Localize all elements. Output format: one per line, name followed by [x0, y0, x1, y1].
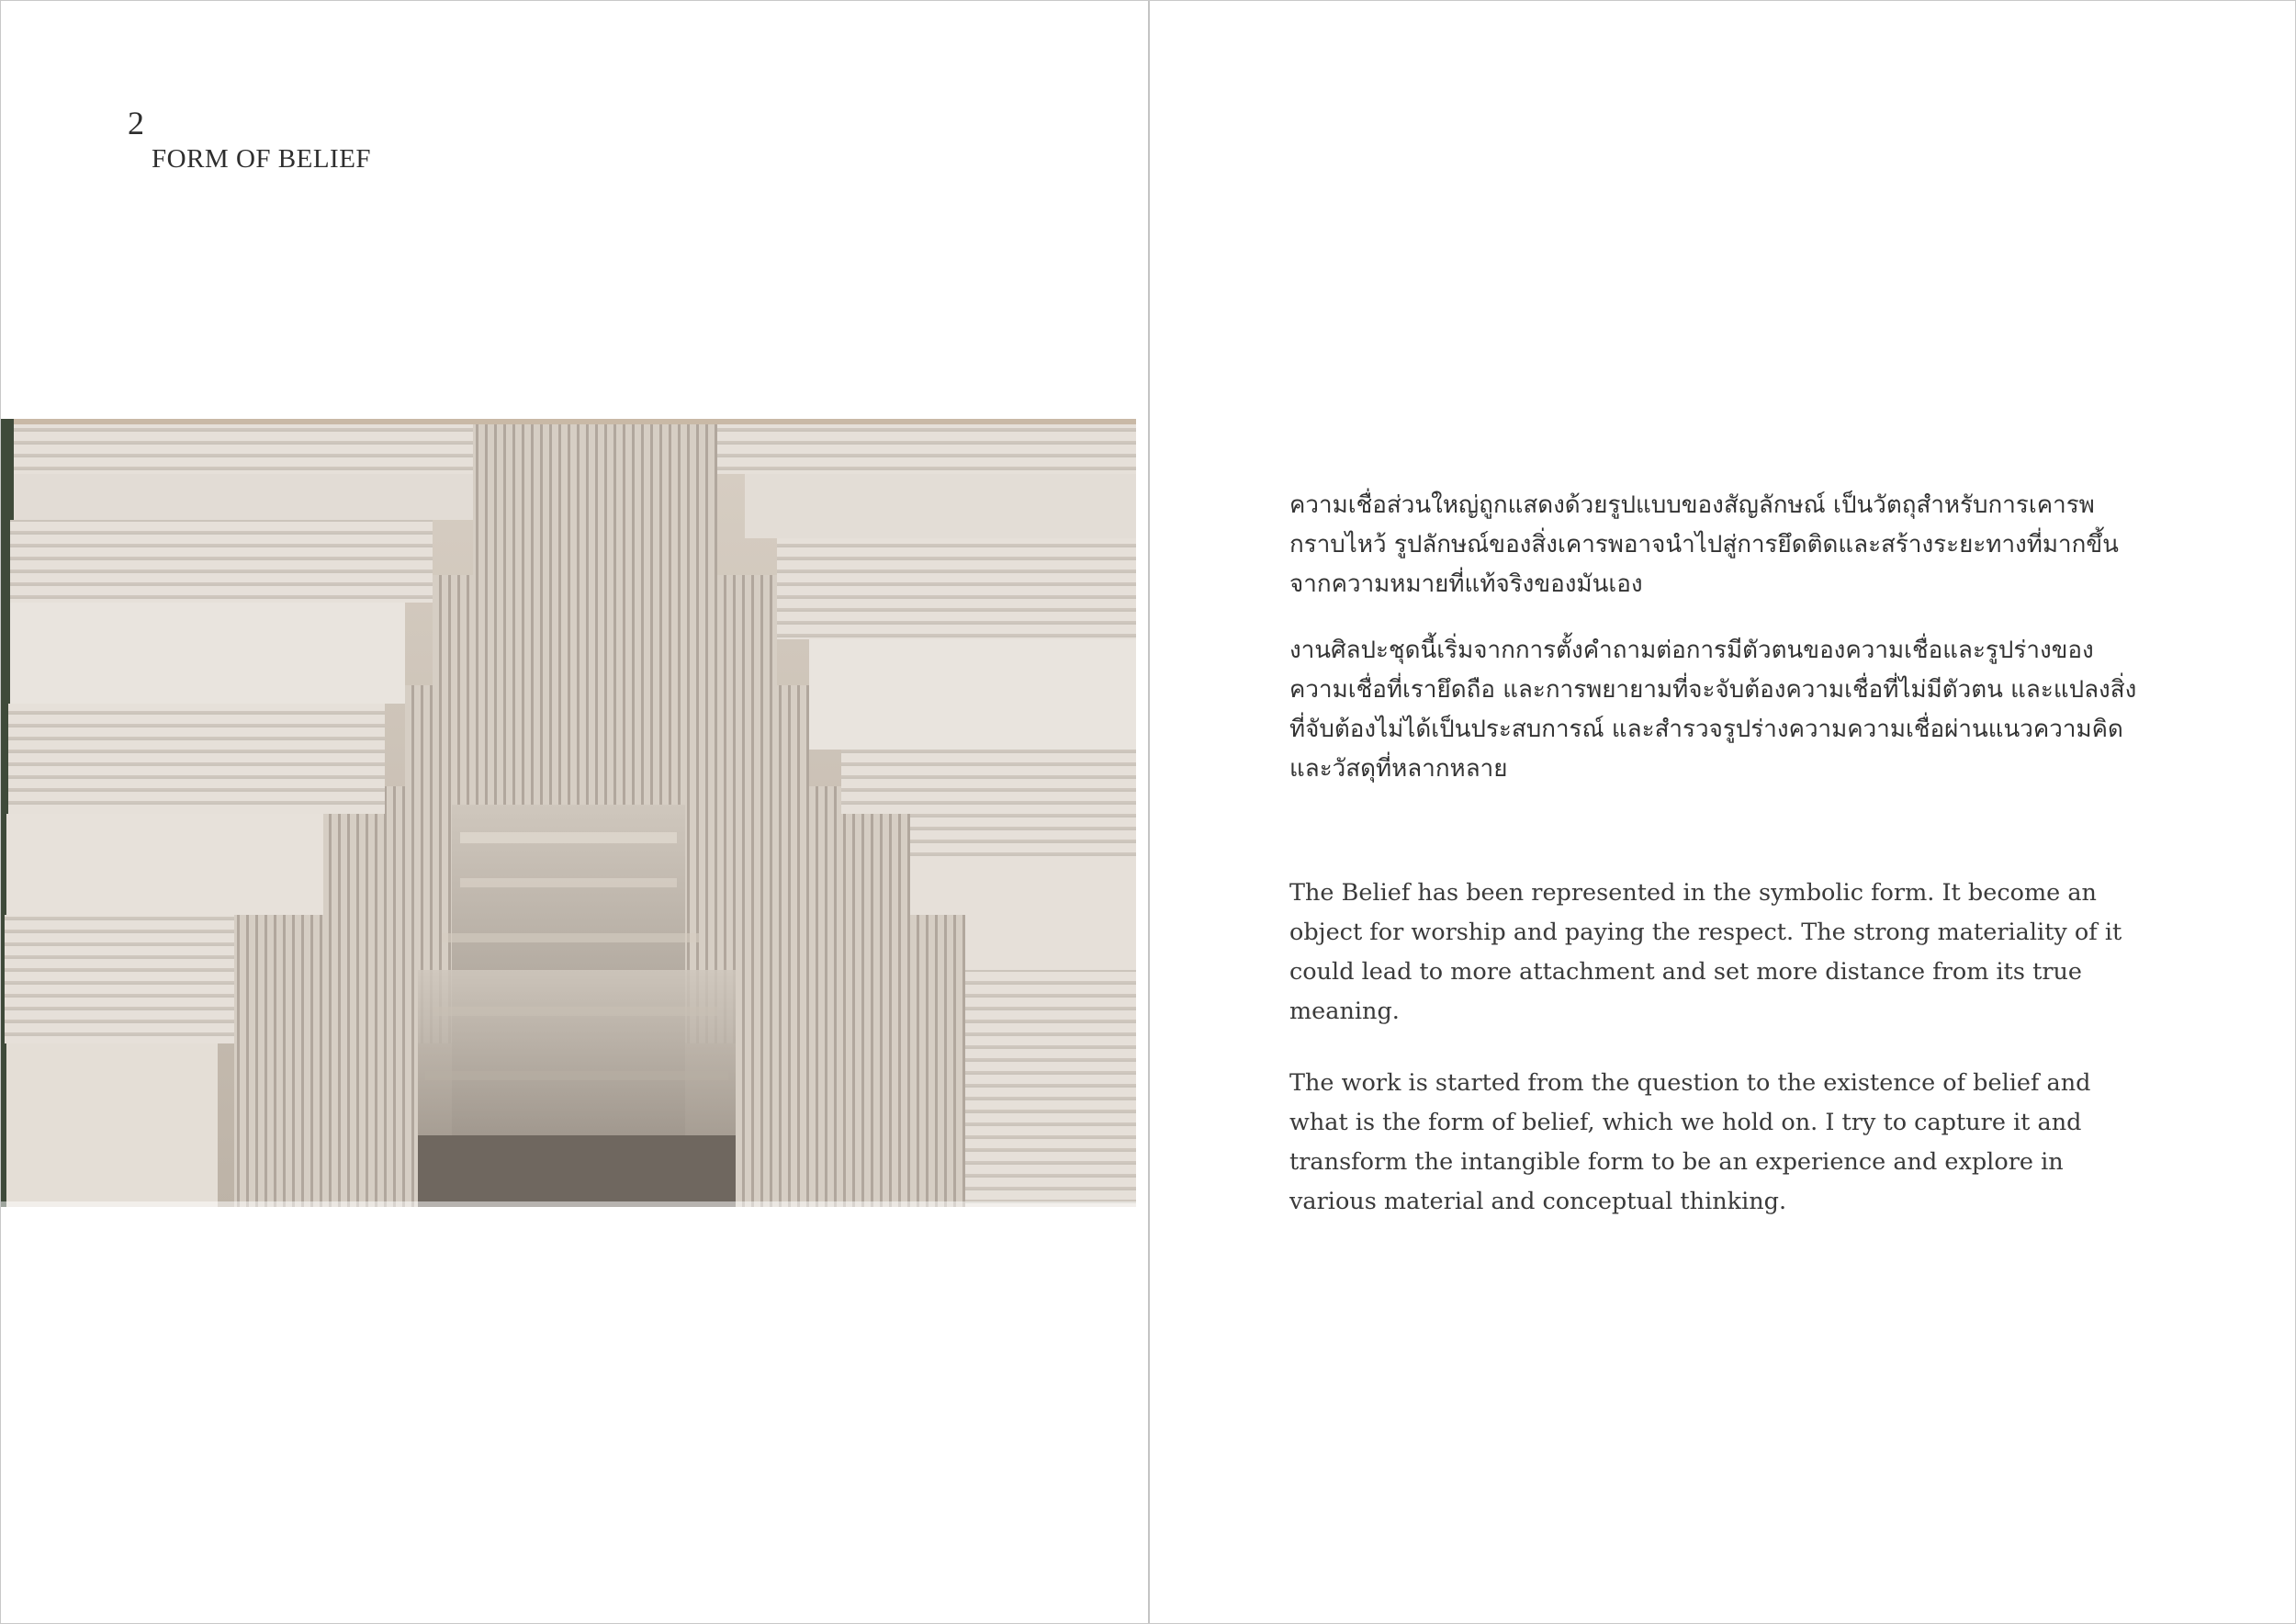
english-paragraph-1: The Belief has been represented in the symbolic form. It become an object for worship and paying the respect. The strong materiality of it could lead to more attachment and set more distance from its true meaning.	[1289, 879, 2122, 1025]
page-gutter-divider	[1148, 1, 1150, 1623]
section-title: FORM OF BELIEF	[152, 144, 372, 174]
thai-text-block	[1289, 486, 2148, 816]
page-number: 2	[128, 105, 144, 141]
stacked-paper-sculpture-image	[1, 419, 1136, 1207]
english-text-block	[1289, 874, 2148, 1254]
artwork-photo	[1, 419, 1136, 1207]
english-paragraph-2: The work is started from the question to the existence of belief and what is the form of belief, which we hold on. I try to capture it and transform the intangible form to be an experience and explore in various material and conceptual thinking.	[1289, 1069, 2091, 1215]
thai-paragraph-1: ความเชื่อส่วนใหญ่ถูกแสดงด้วยรูปแบบของสัญลักษณ์ เป็นวัตถุสำหรับการเคารพกราบไหว้ รูปลักษณ์ของสิ่งเคารพอาจนำไปสู่การยึดติดและสร้างระยะทางที่มากขึ้นจากความหมายที่แท้จริงของมันเอง	[1289, 491, 2119, 598]
thai-paragraph-2: งานศิลปะชุดนี้เริ่มจากการตั้งคำถามต่อการมีตัวตนของความเชื่อและรูปร่างของความเชื่อที่เรายึดถือ และการพยายามที่จะจับต้องความเชื่อที่ไม่มีตัวตน และแปลงสิ่งที่จับต้องไม่ได้เป็นประสบการณ์ และสำรวจรูปร่างความความเชื่อผ่านแนวความคิด และวัสดุที่หลากหลาย	[1289, 637, 2137, 783]
